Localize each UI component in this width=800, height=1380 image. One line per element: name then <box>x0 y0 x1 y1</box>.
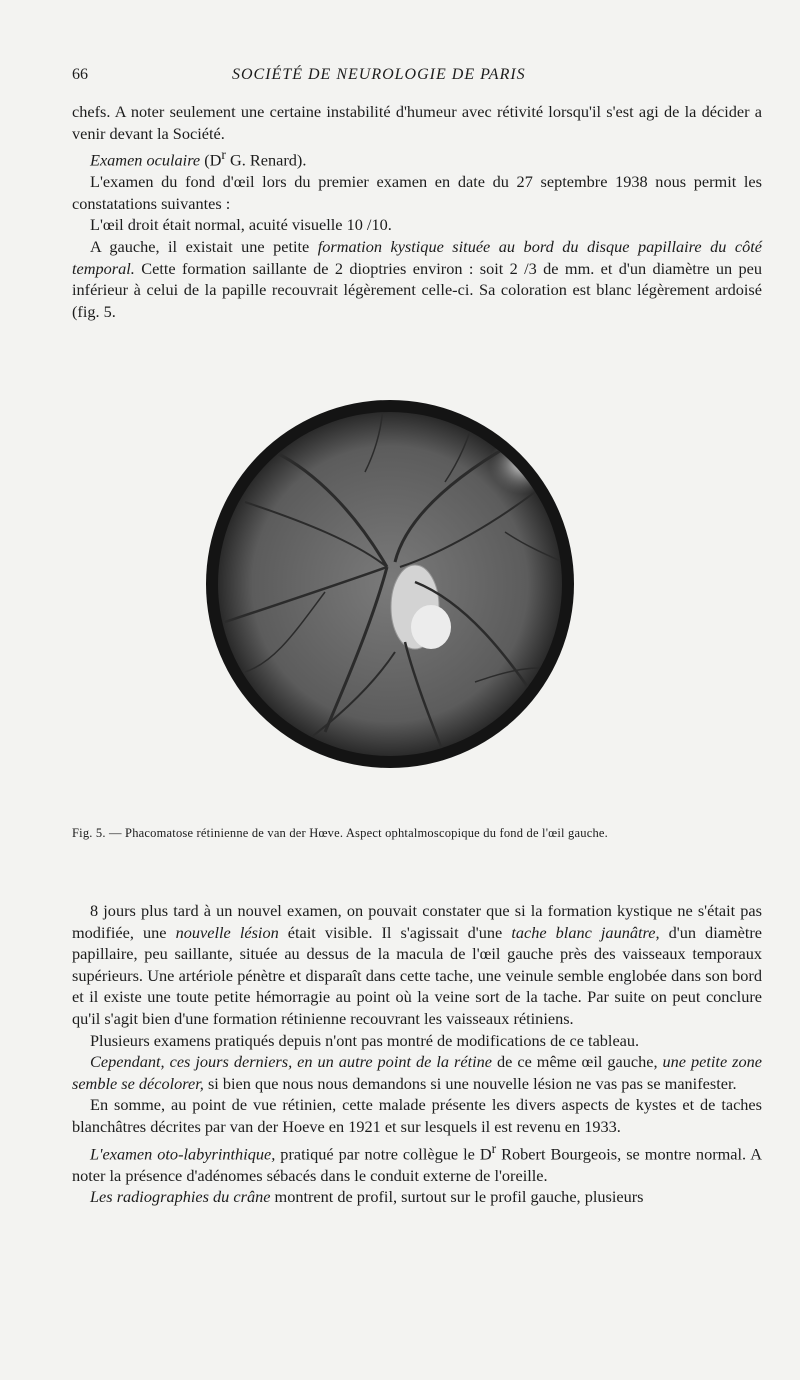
paragraph-text: L'œil droit était normal, acuité visuelle 10 /10. <box>90 215 392 235</box>
paragraph <box>72 171 762 214</box>
paragraph <box>72 1051 762 1094</box>
paragraph <box>72 1030 762 1052</box>
top-text <box>72 101 762 322</box>
bottom-text <box>72 900 762 1208</box>
fundus-figure <box>205 352 575 817</box>
emphasis-text: Cependant, ces jours derniers, en un autre point de la rétine <box>90 1052 492 1072</box>
paragraph-text: (D <box>200 150 222 170</box>
paragraph <box>72 900 762 1030</box>
paragraph-text: était visible. Il s'agissait d'une <box>278 922 512 942</box>
paragraph-text: si bien que nous nous demandons si une nouvelle lésion ne vas pas se manifester. <box>203 1073 737 1093</box>
emphasis-text: une petite zone semble se décolorer, <box>72 1052 763 1093</box>
superscript: r <box>491 1140 497 1156</box>
paragraph-text: d'un diamètre papillaire, peu saillante, située au dessus de la macula de l'œil gauche près des vaisseaux temporaux supérieurs. Une artériole pénètre et disparaît dans cette tache, une veinule semble englobée dans son bord et il existe une toute petite hémorragie au point où la veine sort de la tache. Par suite on peut conclure qu'il s'agit bien d'une formation rétinienne recouvrant les vaisseaux rétiniens. <box>72 922 763 1028</box>
paragraph <box>72 144 762 171</box>
superscript: r <box>221 147 226 163</box>
fundus-illustration <box>205 352 575 817</box>
running-title: SOCIÉTÉ DE NEUROLOGIE DE PARIS <box>232 66 526 83</box>
figure-caption <box>72 826 762 841</box>
running-header <box>72 66 762 88</box>
paragraph-text: de ce même œil gauche, <box>492 1052 663 1072</box>
paragraph-text: G. Renard). <box>225 150 307 170</box>
paragraph <box>72 1138 762 1187</box>
paragraph-text: 8 jours plus tard à un nouvel examen, on pouvait constater que si la formation kystique ne s'était pas modifiée, une <box>72 901 762 942</box>
paragraph-text: pratiqué par notre collègue le D <box>275 1143 492 1163</box>
emphasis-text: Les radiographies du crâne <box>90 1187 271 1207</box>
section-heading: Examen oculaire <box>90 150 201 170</box>
emphasis-text: nouvelle lésion <box>175 922 279 942</box>
cystic-formation <box>411 605 451 649</box>
caption-text: Phacomatose rétinienne de van der Hœve. Aspect ophtalmoscopique du fond de l'œil gauche. <box>121 826 608 840</box>
paragraph <box>72 1094 762 1137</box>
paragraph <box>72 214 762 236</box>
paragraph-text: L'examen du fond d'œil lors du premier examen en date du 27 septembre 1938 nous permit les constatations suivantes : <box>72 172 762 213</box>
paragraph-text: En somme, au point de vue rétinien, cette malade présente les divers aspects de kystes et de taches blanchâtres décrites par van der Hoeve en 1921 et sur lesquels il est revenu en 1933. <box>72 1095 762 1136</box>
emphasis-text: tache blanc jaunâtre, <box>511 922 660 942</box>
paragraph <box>72 1186 762 1208</box>
paragraph-text: Cette formation saillante de 2 dioptries environ : soit 2 /3 de mm. et d'un diamètre un peu inférieur à celui de la papille recouvrait légèrement celle-ci. Sa coloration est blanc légèrement ardoisé (fig. 5. <box>72 258 762 321</box>
paragraph-text: Robert Bourgeois, se montre normal. A noter la présence d'adénomes sébacés dans le conduit externe de l'oreille. <box>72 1143 762 1185</box>
paragraph <box>72 101 762 144</box>
page-number: 66 <box>72 66 88 83</box>
paragraph-text: montrent de profil, surtout sur le profil gauche, plusieurs <box>270 1187 644 1207</box>
caption-label: Fig. 5. — <box>72 826 122 840</box>
emphasis-text: L'examen oto-labyrinthique, <box>90 1143 276 1163</box>
emphasis-text: formation kystique située au bord du disque papillaire du côté temporal. <box>72 236 762 278</box>
paragraph-text: chefs. A noter seulement une certaine instabilité d'humeur avec rétivité lorsqu'il s'est agi de la décider a venir devant la Société. <box>72 102 762 143</box>
paragraph-text: Plusieurs examens pratiqués depuis n'ont pas montré de modifications de ce tableau. <box>90 1030 640 1050</box>
paragraph <box>72 236 762 322</box>
paragraph-text: A gauche, il existait une petite <box>90 236 318 256</box>
